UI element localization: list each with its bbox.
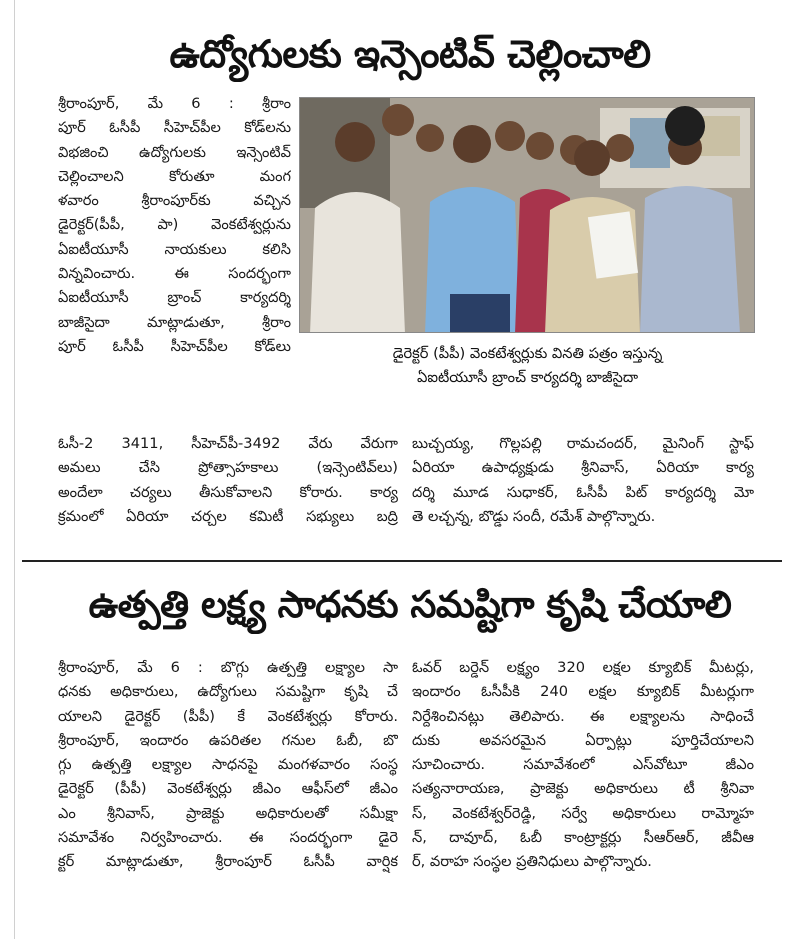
body-line: ధనకు అధికారులు, ఉద్యోగులు సమష్టిగా కృషి చే [58, 683, 398, 701]
body-line: ఏఐటీయూసీ నాయకులు కలిసి [58, 240, 291, 258]
body-line: చెల్లించాలని కోరుతూ మంగ [58, 167, 291, 185]
photo-caption [300, 342, 755, 390]
body-line: ఏరియా ఉపాధ్యక్షుడు శ్రీనివాస్, ఏరియా కార్య [412, 459, 754, 477]
body-line: విన్నవించారు. ఈ సందర్భంగా [58, 265, 291, 283]
caption-line: డైరెక్టర్ (పీపీ) వెంకటేశ్వర్లుకు వినతి పత్రం ఇస్తున్న [392, 345, 663, 362]
body-line: ఎం శ్రీనివాస్, ప్రాజెక్టు అధికారులతో సమీక్షా [58, 804, 398, 822]
body-line: అందేలా చర్యలు తీసుకోవాలని కోరారు. కార్య [58, 483, 398, 501]
body-line: ఓవర్ బర్డెన్ లక్ష్యం 320 లక్షల క్యూబిక్ మీటర్లు, [412, 659, 754, 676]
body-line: గ్గు ఉత్పత్తి లక్ష్యాల సాధనపై మంగళవారం సంస్థ [58, 756, 398, 774]
body-line: సత్యనారాయణ, ప్రాజెక్టు అధికారులు టీ శ్రీనివా [412, 780, 754, 798]
page-margin-line [14, 0, 15, 939]
body-line: న్, దావూద్, ఓబీ కాంట్రాక్టర్లు సీఆర్ఆర్, జీవీఆ [412, 829, 754, 847]
body-line: తె లచ్చన్న, బొడ్డు సందీ, రమేశ్ పాల్గొన్నారు. [412, 507, 656, 525]
body-line: నిర్దేశించినట్లు తెలిపారు. ఈ లక్ష్యాలను సాధించే [412, 707, 754, 725]
article1-column-left [58, 432, 398, 529]
body-line: సమావేశం నిర్వహించారు. ఈ సందర్భంగా డైరె [58, 829, 398, 847]
group-photo [299, 97, 755, 333]
caption-line: ఏఐటీయూసీ బ్రాంచ్ కార్యదర్శి బాజీసైదా [416, 369, 639, 386]
article1-column-right [412, 432, 754, 529]
body-line: డైరెక్టర్(పీపీ, పా) వెంకటేశ్వర్లును [58, 216, 291, 234]
body-line: బుచ్చయ్య, గొల్లపల్లి రామచందర్, మైనింగ్ స్టాఫ్ [412, 435, 754, 452]
article1-column-narrow [58, 92, 291, 359]
body-line: శ్రీరాంపూర్, మే 6 : శ్రీరాం [58, 95, 291, 112]
body-line: సూచించారు. సమావేశంలో ఎస్‌వోటూ జీఎం [412, 756, 754, 774]
body-line: ఇందారం ఓసీపీకి 240 లక్షల క్యూబిక్ మీటర్లుగా [412, 683, 754, 701]
body-line: క్టర్ మాట్లాడుతూ, శ్రీరాంపూర్ ఓసీపీ వార్షిక [58, 853, 398, 871]
article2-column-left [58, 656, 398, 875]
body-line: పూర్ ఓసీపీ సీహెచ్‌పీల కోడ్‌లను [58, 119, 291, 137]
body-line: అమలు చేసి ప్రోత్సాహకాలు (ఇన్సెంటివ్‌లు) [58, 459, 398, 477]
body-line: ఏఐటీయూసీ బ్రాంచ్ కార్యదర్శి [58, 289, 291, 307]
body-line: దుకు అవసరమైన ఏర్పాట్లు పూర్తిచేయాలని [412, 731, 754, 749]
article2-column-right [412, 656, 754, 875]
body-line: దర్శి మూడ సుధాకర్, ఓసీపీ పిట్ కార్యదర్శి మో [412, 483, 754, 501]
body-line: క్రమంలో ఏరియా చర్చల కమిటీ సభ్యులు బద్రి [58, 507, 398, 525]
body-line: స్, వెంకటేశ్వర్‌రెడ్డి, సర్వే అధికారులు రామ్మోహ [412, 804, 754, 822]
body-line: శ్రీరాంపూర్, ఇందారం ఉపరితల గనుల ఓబీ, బొ [58, 731, 398, 749]
body-line: ఓసీ-2 3411, సీహెచ్‌పీ-3492 వేరు వేరుగా [58, 435, 398, 452]
body-line: పూర్ ఓసీపీ సీహెచ్‌పీల కోడ్‌లు [58, 337, 291, 355]
body-line: ళవారం శ్రీరాంపూర్‌కు వచ్చిన [58, 192, 291, 210]
body-line: ర్, వరాహ సంస్థల ప్రతినిధులు పాల్గొన్నారు. [412, 853, 652, 871]
article2-headline: ఉత్పత్తి లక్ష్య సాధనకు సమష్టిగా కృషి చేయాలి [88, 583, 732, 626]
body-line: బాజీసైదా మాట్లాడుతూ, శ్రీరాం [58, 313, 291, 331]
body-line: విభజించి ఉద్యోగులకు ఇన్సెంటివ్ [58, 143, 291, 161]
body-line: డైరెక్టర్ (పీపీ) వెంకటేశ్వర్లు జీఎం ఆఫీస్‌లో జీఎం [58, 780, 398, 798]
article-divider [22, 560, 782, 562]
article1-headline: ఉద్యోగులకు ఇన్సెంటివ్ చెల్లించాలి [169, 32, 651, 76]
body-line: యాలని డైరెక్టర్ (పీపీ) కే వెంకటేశ్వర్లు కోరారు. [58, 707, 398, 725]
body-line: శ్రీరాంపూర్, మే 6 : బొగ్గు ఉత్పత్తి లక్ష్యాల సా [58, 659, 398, 676]
group-photo-icon [300, 98, 755, 333]
